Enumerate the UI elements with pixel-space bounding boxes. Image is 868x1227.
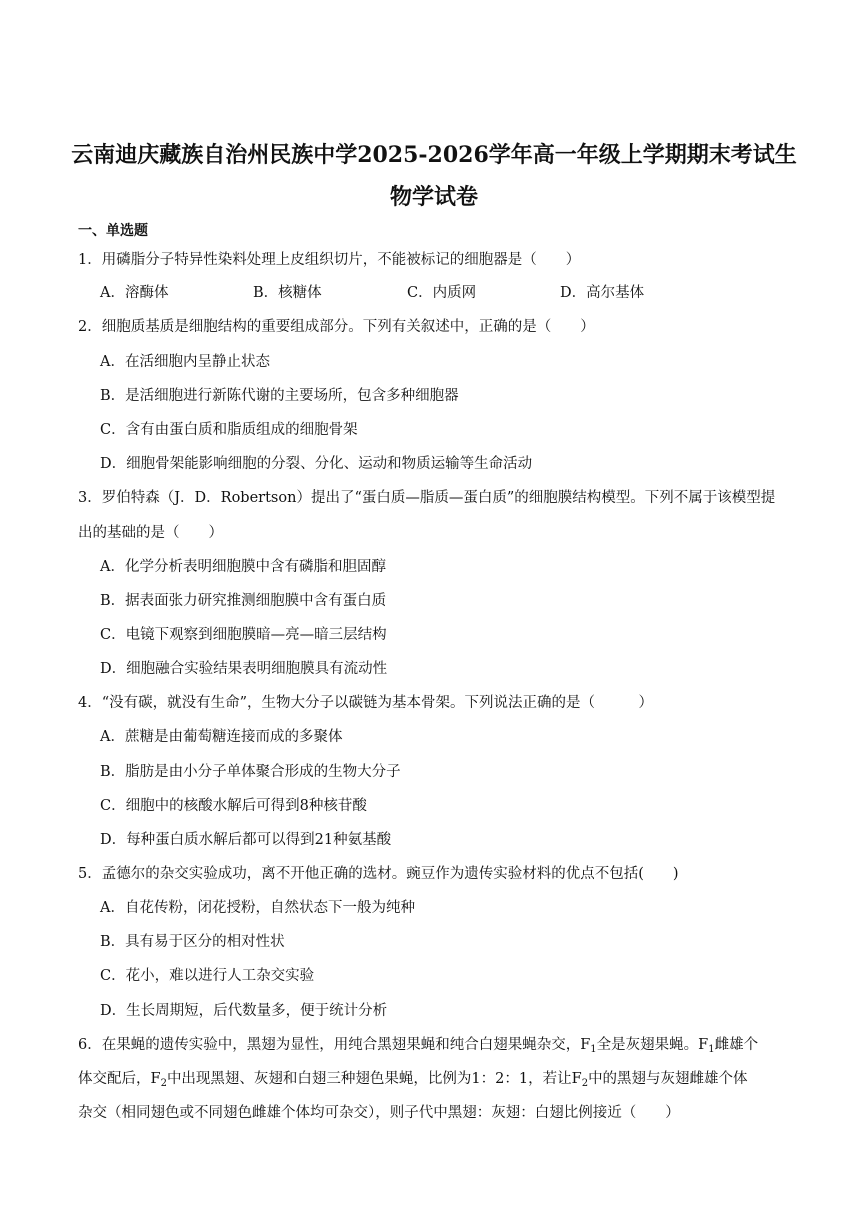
question-2-option-d: D．细胞骨架能影响细胞的分裂、分化、运动和物质运输等生命活动 [100, 456, 533, 472]
question-2-option-a: A．在活细胞内呈静止状态 [100, 354, 270, 370]
question-5-option-a: A．自花传粉，闭花授粉，自然状态下一般为纯种 [100, 900, 415, 916]
question-2-option-c: C．含有由蛋白质和脂质组成的细胞骨架 [100, 422, 358, 438]
question-4-option-b: B．脂肪是由小分子单体聚合形成的生物大分子 [100, 764, 401, 780]
question-5-stem: 5．孟德尔的杂交实验成功，离不开他正确的选材。豌豆作为遗传实验材料的优点不包括( ) [78, 866, 679, 882]
question-1-option-b: B．核糖体 [253, 285, 322, 301]
question-3-stem-line-2: 出的基础的是（ ） [78, 525, 223, 541]
question-3-option-b: B．据表面张力研究推测细胞膜中含有蛋白质 [100, 593, 387, 609]
question-3-stem-line-1: 3．罗伯特森（J．D．Robertson）提出了“蛋白质—脂质—蛋白质”的细胞膜结构模型。下列不属于该模型提 [78, 490, 776, 506]
question-1-option-d: D．高尔基体 [560, 285, 645, 301]
exam-title-line-2: 物学试卷 [389, 184, 478, 210]
question-1-stem: 1．用磷脂分子特异性染料处理上皮组织切片，不能被标记的细胞器是（ ） [78, 252, 581, 268]
question-5-option-c: C．花小，难以进行人工杂交实验 [100, 968, 315, 984]
question-4-option-d: D．每种蛋白质水解后都可以得到21种氨基酸 [100, 832, 392, 848]
section-heading: 一、单选题 [78, 223, 148, 239]
question-6-stem-line-3: 杂交（相同翅色或不同翅色雌雄个体均可杂交），则子代中黑翅：灰翅：白翅比例接近（ ） [78, 1105, 680, 1121]
question-6-stem-line-1: 6．在果蝇的遗传实验中，黑翅为显性，用纯合黑翅果蝇和纯合白翅果蝇杂交，$F_1$全是灰翅果蝇。$F_1$雌雄个 [78, 1037, 759, 1055]
question-5-option-b: B．具有易于区分的相对性状 [100, 934, 285, 950]
exam-title-line-1: 云南迪庆藏族自治州民族中学2025-2026学年高一年级上学期期末考试生 [71, 142, 797, 168]
question-1-option-c: C．内质网 [407, 285, 477, 301]
question-3-option-a: A．化学分析表明细胞膜中含有磷脂和胆固醇 [100, 559, 386, 575]
question-1-options [100, 283, 644, 303]
question-3-option-d: D．细胞融合实验结果表明细胞膜具有流动性 [100, 661, 388, 677]
question-1-option-a: A．溶酶体 [100, 285, 169, 301]
question-5-option-d: D．生长周期短，后代数量多，便于统计分析 [100, 1003, 388, 1019]
question-6-stem-line-2: 体交配后，$F_2$中出现黑翅、灰翅和白翅三种翅色果蝇，比例为1：2：1，若让$F_2$中的黑翅与灰翅雌雄个体 [78, 1071, 748, 1089]
question-2-option-b: B．是活细胞进行新陈代谢的主要场所，包含多种细胞器 [100, 388, 459, 404]
question-3-option-c: C．电镜下观察到细胞膜暗—亮—暗三层结构 [100, 627, 387, 643]
question-4-stem: 4．“没有碳，就没有生命”，生物大分子以碳链为基本骨架。下列说法正确的是（ ） [78, 695, 654, 711]
question-2-stem: 2．细胞质基质是细胞结构的重要组成部分。下列有关叙述中，正确的是（ ） [78, 319, 595, 335]
question-4-option-c: C．细胞中的核酸水解后可得到8种核苷酸 [100, 798, 367, 814]
question-4-option-a: A．蔗糖是由葡萄糖连接而成的多聚体 [100, 729, 343, 745]
